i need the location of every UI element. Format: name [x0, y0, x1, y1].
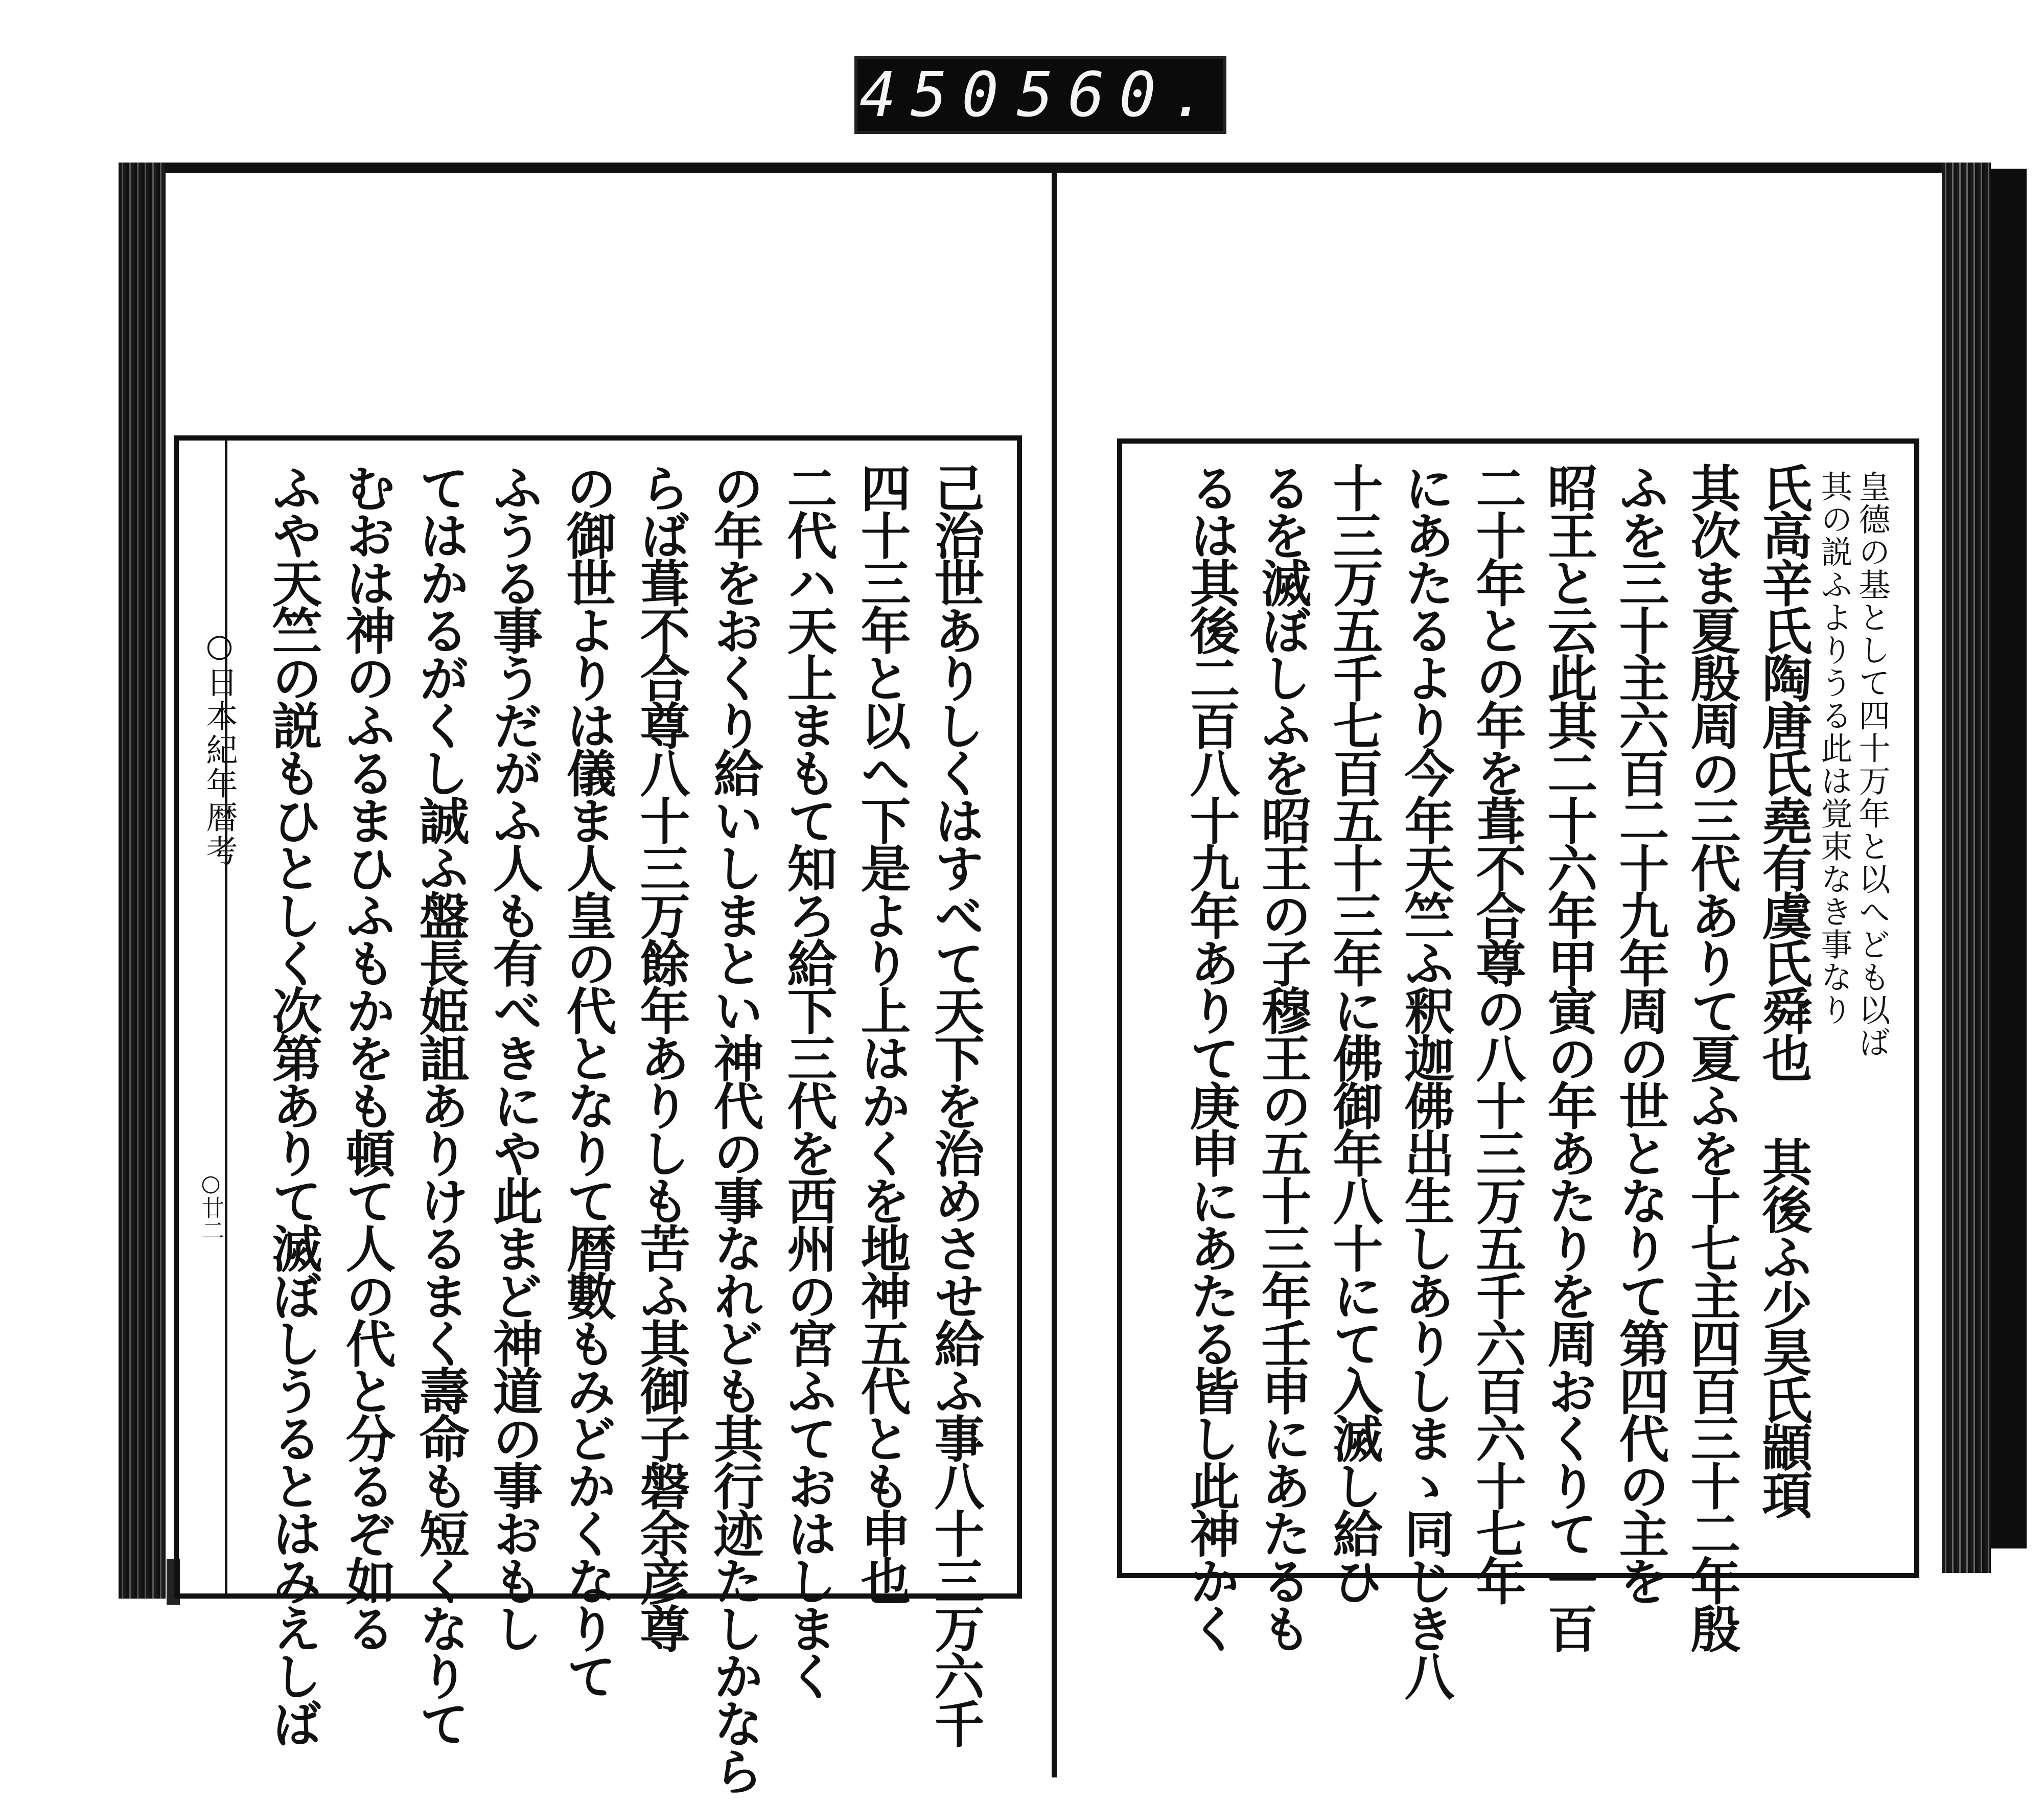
right-page-line: るを滅ぼしふを昭王の子穆王の五十三年壬申にあたるも — [1253, 463, 1312, 1651]
left-margin-rule — [225, 441, 227, 1593]
right-page-line: るは其後二百八十九年ありて庚申にあたる皆し此神かく — [1181, 463, 1240, 1651]
book-right-cover — [1991, 169, 2027, 1548]
left-page-line: てはかるがくし誠ふ盤長姫詛ありけるまく壽命も短くなりて — [411, 463, 470, 1746]
left-page-line: 二代ハ天上まもて知ろ給下三代を西州の宮ふておはしまく — [779, 463, 838, 1698]
right-page-small-line: 其の説ふよりうる此は覚束なき事なり — [1816, 470, 1853, 1026]
catalogue-number-right: 560. — [1016, 59, 1222, 131]
left-page-line: むおは神のふるまひふもかをも頓て人の代と分るぞ如る — [337, 463, 396, 1651]
book-left-fore-edge — [119, 163, 166, 1599]
book-right-fore-edge — [1942, 163, 1991, 1573]
right-page-line: にあたるより今年天竺ふ釈迦佛出生しありしまゝ同じき八 — [1396, 463, 1455, 1698]
left-page-line: ふうる事うだがふ人も有べきにや此まど神道の事おもし — [484, 463, 543, 1651]
left-page-line: ふや天竺の説もひとしく次第ありて滅ぼしうるとはみえしば — [264, 463, 322, 1746]
left-page-line: 己治世ありしくはすべて天下を治めさせ給ふ事八十三万六千 — [926, 463, 985, 1746]
right-page-line: 氏高辛氏陶唐氏堯有虞氏舜也 其後ふ少昊氏顓頊 — [1754, 463, 1813, 1517]
left-page-line: らば葺不合尊八十三万餘年ありしも苦ふ其御子磐余彦尊 — [632, 463, 690, 1651]
left-page-line: 四十三年と以へ下是より上はかくを地神五代とも申也 — [852, 463, 911, 1603]
running-title: ○日本紀年暦考 — [201, 627, 238, 868]
catalogue-tag — [854, 56, 1226, 134]
left-page-line: の年をおくり給いしまとい神代の事なれども其行迹たしかなら — [705, 463, 764, 1793]
right-page-line: ふを三十主六百二十九年周の世となりて第四代の主を — [1611, 463, 1669, 1603]
right-page-line: 十三万五千七百五十三年に佛御年八十にて入滅し給ひ — [1325, 463, 1383, 1603]
right-page-line: 昭王と云此其二十六年甲寅の年あたりを周おくりて一百 — [1539, 463, 1598, 1651]
right-page-line: 二十年との年を葺不合尊の八十三万五千六百六十七年 — [1468, 463, 1526, 1603]
catalogue-number-left: 450 — [859, 59, 1013, 131]
page-folio: ○廿二 — [198, 1170, 224, 1241]
right-page-line: 其次ま夏殷周の三代ありて夏ふを十七主四百三十二年殷 — [1682, 463, 1741, 1651]
book-gutter — [1052, 163, 1057, 1777]
left-page-line: の御世よりは儀ま人皇の代となりて暦數もみどかくなりて — [558, 463, 617, 1698]
right-page-small-line: 皇德の基として四十万年と以へども以ば — [1853, 470, 1891, 1059]
